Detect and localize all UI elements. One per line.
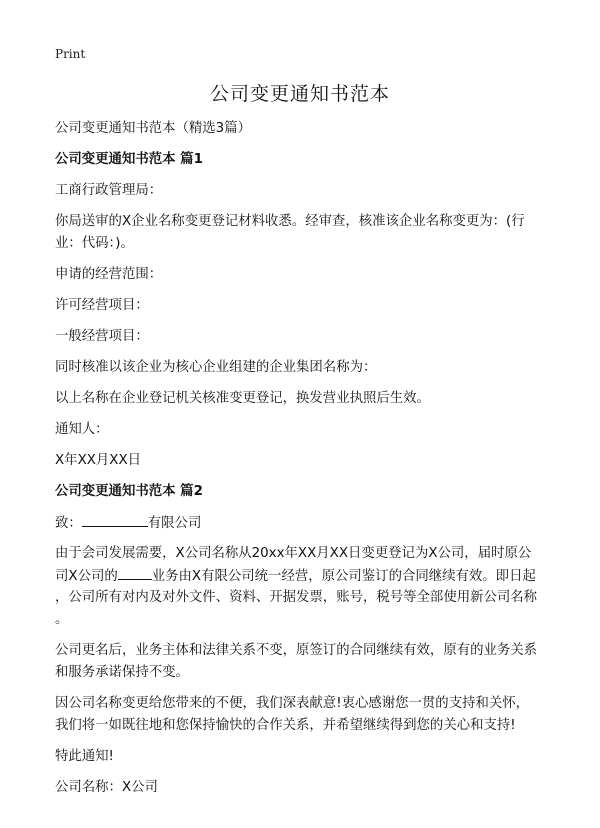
text-fragment: 业务由X有限公司统一经营，原公司鉴订的合同继续有效。即日起 — [151, 569, 536, 584]
section1-addressee: 工商行政管理局： — [55, 183, 163, 198]
section2-addressee — [55, 512, 555, 535]
section2-heading: 公司变更通知书范本 篇2 — [55, 484, 203, 499]
section2-company-name: 公司名称：X公司 — [55, 780, 158, 795]
addressee-suffix: 有限公司 — [147, 516, 202, 531]
blank-line — [82, 512, 148, 527]
section2-paragraph-line — [55, 565, 555, 588]
section2-notice: 特此通知! — [55, 749, 114, 764]
text-fragment: 司X公司的 — [55, 569, 118, 584]
section1-group-name: 同时核准以该企业为核心企业组建的企业集团名称为： — [55, 360, 377, 375]
blank-line — [118, 565, 152, 580]
section1-licensed-items: 许可经营项目： — [55, 298, 149, 313]
section2-paragraph-line: 由于会司发展需要，X公司名称从20xx年XX月XX日变更登记为X公司，届时原公 — [55, 546, 532, 561]
section2-paragraph-line: 公司更名后，业务主体和法律关系不变，原签订的合同继续有效，原有的业务关系 — [55, 643, 538, 658]
section2-paragraph-line: 因公司名称变更给您带来的不便，我们深表献意!衷心感谢您一贯的支持和关怀， — [55, 696, 530, 711]
document-subtitle: 公司变更通知书范本（精选3篇） — [55, 121, 251, 136]
addressee-prefix: 致： — [55, 516, 82, 531]
section1-general-items: 一般经营项目： — [55, 329, 149, 344]
section2-paragraph-line: 。 — [55, 612, 69, 627]
section1-heading: 公司变更通知书范本 篇1 — [55, 152, 203, 167]
print-link[interactable]: Print — [55, 47, 86, 61]
page-title: 公司变更通知书范本 — [209, 83, 390, 105]
section1-paragraph-line: 业：代码：)。 — [55, 236, 134, 251]
section1-notifier: 通知人： — [55, 422, 109, 437]
section2-paragraph-line: ，公司所有对内及对外文件、资料、开据发票，账号，税号等全部使用新公司名称 — [55, 590, 538, 605]
section1-scope-label: 申请的经营范围： — [55, 267, 163, 282]
section2-paragraph-line: 我们将一如既往地和您保持愉快的合作关系，并希望继续得到您的关心和支持! — [55, 718, 516, 733]
section1-effect-note: 以上名称在企业登记机关核准变更登记，换发营业执照后生效。 — [55, 391, 430, 406]
section1-date: X年XX月XX日 — [55, 453, 142, 468]
section2-paragraph-line: 和服务承诺保持不变。 — [55, 665, 189, 680]
section1-paragraph-line: 你局送审的X企业名称变更登记材料收悉。经审查，核准该企业名称变更为：(行 — [55, 214, 525, 229]
